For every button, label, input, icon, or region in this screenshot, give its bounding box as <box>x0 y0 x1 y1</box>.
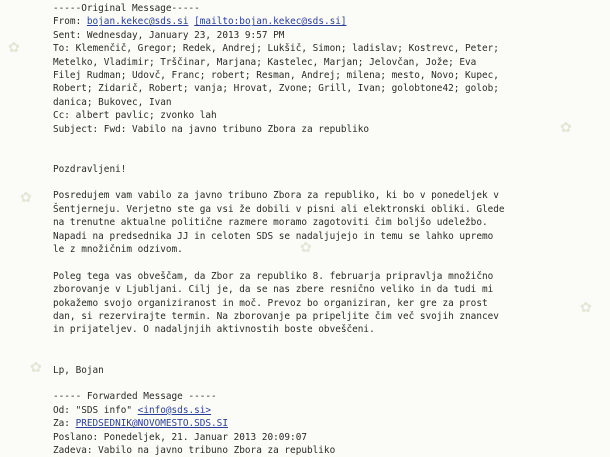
to-line: To: Klemenčič, Gregor; Redek, Andrej; Lukšič, Simon; ladislav; Kostrevc, Peter; <box>53 43 499 55</box>
paragraph-line: le z množičnim odzivom. <box>53 244 183 256</box>
to-line: danica; Bukovec, Ivan <box>53 96 172 108</box>
watermark-mark: ✿ <box>8 40 20 56</box>
from-mailto-link[interactable]: [mailto:bojan.kekec@sds.si] <box>194 16 347 28</box>
paragraph-line: Poleg tega vas obveščam, da Zbor za republiko 8. februarja pripravlja množično <box>53 270 494 282</box>
forwarded-message-divider: ----- Forwarded Message ----- <box>53 391 217 403</box>
paragraph-line: Šentjerneju. Verjetno ste ga vsi že dobili v pisni ali elektronski obliki. Glede <box>53 203 505 215</box>
to-line: Robert; Zidarič, Robert; vanja; Hrovat, Zvone; Grill, Ivan; golobtone42; golob; <box>53 83 499 95</box>
forwarded-to-email-link[interactable]: PREDSEDNIK@NOVOMESTO.SDS.SI <box>75 418 228 430</box>
from-email-link[interactable]: bojan.kekec@sds.si <box>86 16 189 28</box>
forwarded-sent-line: Poslano: Ponedeljek, 21. Januar 2013 20:09:07 <box>53 431 307 443</box>
forwarded-from-email-link[interactable]: <info@sds.si> <box>137 404 212 416</box>
subject-line: Subject: Fwd: Vabilo na javno tribuno Zbora za republiko <box>53 123 370 135</box>
cc-line: Cc: albert pavlic; zvonko lah <box>53 110 217 122</box>
from-line <box>53 15 605 28</box>
paragraph-line: Napadi na predsednika JJ in celoten SDS se nadaljujejo in temu se lahko upremo <box>53 230 494 242</box>
forwarded-from-line <box>53 404 605 417</box>
watermark-mark: ✿ <box>30 360 42 376</box>
paragraph-line: zborovanje v Ljubljani. Cilj je, da se nas zbere resnično veliko in da tudi mi <box>53 284 494 296</box>
paragraph-line: Posredujem vam vabilo za javno tribuno Zbora za republiko, ki bo v ponedeljek v <box>53 190 499 202</box>
from-label: From: <box>53 16 87 28</box>
paragraph-line: na trenutne aktualne politične razmere moramo zagotoviti čim boljšo udeležbo. <box>53 217 488 229</box>
greeting: Pozdravljeni! <box>53 163 127 175</box>
watermark-mark: ✿ <box>560 120 572 136</box>
watermark-mark: ✿ <box>20 190 32 206</box>
paragraph-line: dan, si rezervirajte termin. Na zborovanje pa pripeljite čim več svojih znancev <box>53 310 499 322</box>
original-message-divider: -----Original Message----- <box>53 3 200 14</box>
signoff: Lp, Bojan <box>53 364 104 376</box>
paragraph-line: in prijateljev. O nadaljnjih aktivnostih boste obveščeni. <box>53 324 375 336</box>
forwarded-to-label: Za: <box>53 418 76 430</box>
to-line: Metelko, Vladimir; Trščinar, Marjana; Kastelec, Marjan; Jelovčan, Jože; Eva <box>53 56 477 68</box>
email-document <box>53 2 605 457</box>
watermark-mark: ✿ <box>580 300 592 316</box>
paragraph-line: pokažemo svojo organiziranost in moč. Prevoz bo organiziran, ker gre za prost <box>53 297 488 309</box>
watermark-mark: ✿ <box>300 240 312 256</box>
to-line: Filej Rudman; Udovč, Franc; robert; Resman, Andrej; milena; mesto, Novo; Kupec, <box>53 69 499 81</box>
forwarded-subject-line: Zadeva: Vabilo na javno tribuno Zbora za republiko <box>53 444 336 456</box>
sent-line: Sent: Wednesday, January 23, 2013 9:57 PM <box>53 29 285 41</box>
forwarded-from-label: Od: "SDS info" <box>53 404 138 416</box>
forwarded-to-line <box>53 417 605 430</box>
